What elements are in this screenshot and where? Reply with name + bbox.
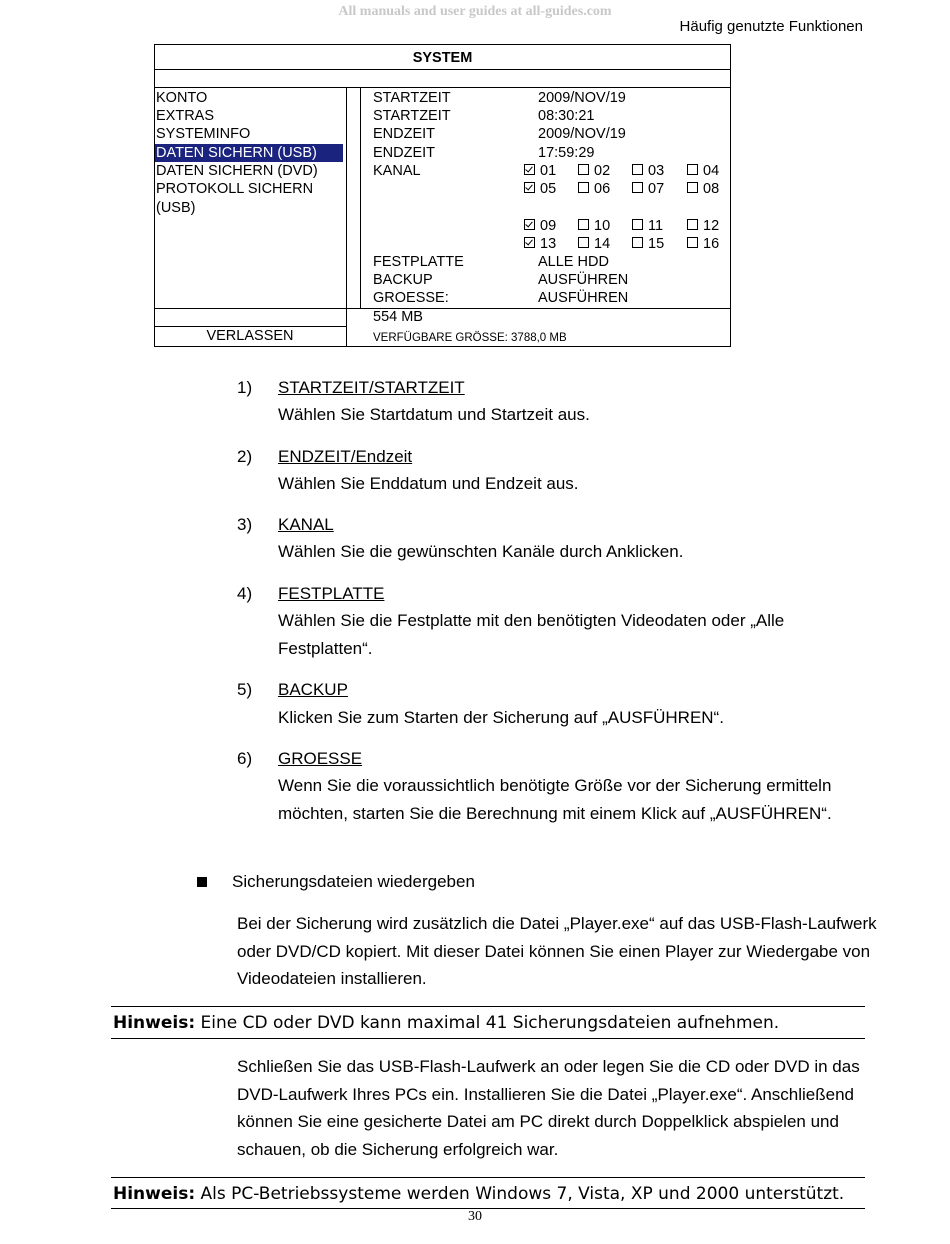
section-heading: Sicherungsdateien wiedergeben: [232, 872, 475, 891]
menu-title: SYSTEM: [412, 50, 473, 66]
channel-checkbox[interactable]: [578, 162, 610, 180]
step-text: Wählen Sie die Festplatte mit den benötigten Videodaten oder „Alle Festplatten“.: [278, 611, 785, 658]
checked-box-icon: [524, 237, 535, 248]
step-number: 4): [237, 584, 253, 603]
unchecked-box-icon: [687, 164, 698, 175]
unchecked-box-icon: [687, 237, 698, 248]
unchecked-box-icon: [632, 237, 643, 248]
bullet-square-icon: [197, 877, 207, 887]
end-date-label: ENDZEIT: [373, 126, 436, 142]
unchecked-box-icon: [632, 164, 643, 175]
hdd-label: FESTPLATTE: [373, 254, 464, 270]
channel-checkbox[interactable]: [687, 217, 719, 235]
channel-label: 01: [540, 163, 557, 179]
step-text: Wählen Sie die gewünschten Kanäle durch Anklicken.: [278, 542, 684, 561]
step-text: Wenn Sie die voraussichtlich benötigte Größe vor der Sicherung ermitteln möchten, starten Sie die Berechnung mit einem Klick auf „AUSFÜHREN“.: [278, 776, 832, 823]
channel-label: 03: [648, 163, 665, 179]
step-heading: STARTZEIT/STARTZEIT: [278, 378, 465, 397]
channel-checkbox[interactable]: [632, 217, 663, 235]
channel-label: 02: [594, 163, 611, 179]
step-text: Wählen Sie Startdatum und Startzeit aus.: [278, 405, 590, 424]
menu-item-konto[interactable]: KONTO: [156, 90, 208, 106]
channel-checkbox[interactable]: [524, 235, 556, 253]
backup-label: BACKUP: [373, 272, 433, 288]
channel-checkbox[interactable]: [524, 217, 556, 235]
channel-checkbox[interactable]: [632, 162, 664, 180]
channel-checkbox[interactable]: [632, 180, 664, 198]
system-menu: [154, 44, 731, 347]
note-label: Hinweis:: [113, 1184, 196, 1204]
page-number: 30: [468, 1209, 482, 1224]
available-size: VERFÜGBARE GRÖSSE: 3788,0 MB: [373, 332, 567, 344]
channel-label: 08: [703, 181, 720, 197]
channel-label: 16: [703, 236, 720, 252]
divider: [111, 1177, 865, 1178]
size-label: GROESSE:: [373, 290, 449, 306]
paragraph: Bei der Sicherung wird zusätzlich die Datei „Player.exe“ auf das USB-Flash-Laufwerk oder DVD/CD kopiert. Mit dieser Datei können Sie einen Player zur Wiedergabe von Videodateien installieren.: [237, 914, 877, 988]
channel-checkbox[interactable]: [524, 180, 556, 198]
channel-checkbox[interactable]: [578, 217, 610, 235]
unchecked-box-icon: [687, 219, 698, 230]
channel-label: 12: [703, 218, 720, 234]
channel-checkbox[interactable]: [687, 235, 719, 253]
unchecked-box-icon: [687, 182, 698, 193]
step-number: 3): [237, 515, 253, 534]
step-heading: BACKUP: [278, 680, 348, 699]
menu-item-log-backup[interactable]: PROTOKOLL SICHERN: [156, 181, 314, 197]
step-number: 1): [237, 378, 253, 397]
checked-box-icon: [524, 219, 535, 230]
channel-label: 09: [540, 218, 557, 234]
channel-label: 10: [594, 218, 611, 234]
channel-label: 11: [648, 218, 664, 234]
menu-item-extras[interactable]: EXTRAS: [156, 108, 215, 124]
step-heading: KANAL: [278, 515, 334, 534]
step-text: Klicken Sie zum Starten der Sicherung auf „AUSFÜHREN“.: [278, 708, 724, 727]
running-head: Häufig genutzte Funktionen: [679, 18, 863, 35]
note: [113, 1013, 779, 1033]
unchecked-box-icon: [578, 219, 589, 230]
size-result: 554 MB: [373, 309, 423, 325]
unchecked-box-icon: [578, 164, 589, 175]
note-text: Eine CD oder DVD kann maximal 41 Sicherungsdateien aufnehmen.: [200, 1013, 780, 1033]
note-label: Hinweis:: [113, 1013, 196, 1033]
exit-button[interactable]: VERLASSEN: [206, 328, 294, 344]
paragraph: Schließen Sie das USB-Flash-Laufwerk an oder legen Sie die CD oder DVD in das DVD-Laufwerk Ihres PCs ein. Installieren Sie die Datei „Player.exe“. Anschließend können Sie eine gesicherte Datei am PC direkt durch Doppelklick abspielen und schauen, ob die Sicherung erfolgreich war.: [237, 1057, 860, 1159]
divider: [111, 1006, 865, 1007]
step-heading: ENDZEIT/Endzeit: [278, 447, 413, 466]
channel-label: 07: [648, 181, 665, 197]
channel-label: 04: [703, 163, 720, 179]
note-text: Als PC-Betriebssysteme werden Windows 7, Vista, XP und 2000 unterstützt.: [200, 1184, 845, 1204]
channel-label: 15: [648, 236, 665, 252]
channel-checkbox[interactable]: [687, 162, 719, 180]
channel-checkbox[interactable]: [524, 162, 556, 180]
start-time-label: STARTZEIT: [373, 108, 451, 124]
divider: [111, 1038, 865, 1039]
channel-checkbox[interactable]: [687, 180, 719, 198]
start-date-value[interactable]: 2009/NOV/19: [538, 90, 626, 106]
size-execute-button[interactable]: AUSFÜHREN: [538, 290, 629, 306]
channel-label: 05: [540, 181, 557, 197]
channel-checkbox[interactable]: [632, 235, 664, 253]
channel-label: 14: [594, 236, 611, 252]
menu-item-backup-usb[interactable]: DATEN SICHERN (USB): [155, 144, 343, 162]
step-number: 2): [237, 447, 253, 466]
menu-item-backup-dvd[interactable]: DATEN SICHERN (DVD): [156, 163, 318, 179]
step-heading: FESTPLATTE: [278, 584, 385, 603]
hdd-value[interactable]: ALLE HDD: [538, 254, 609, 270]
start-date-label: STARTZEIT: [373, 90, 451, 106]
step-number: 6): [237, 749, 253, 768]
channel-label: 13: [540, 236, 557, 252]
unchecked-box-icon: [578, 237, 589, 248]
unchecked-box-icon: [632, 219, 643, 230]
step-number: 5): [237, 680, 253, 699]
channel-label: KANAL: [373, 163, 421, 179]
menu-item-log-backup-usb[interactable]: (USB): [156, 200, 196, 216]
end-time-value[interactable]: 17:59:29: [538, 145, 595, 161]
backup-execute-button[interactable]: AUSFÜHREN: [538, 272, 629, 288]
watermark: All manuals and user guides at all-guides.com: [338, 4, 612, 19]
step-text: Wählen Sie Enddatum und Endzeit aus.: [278, 474, 579, 493]
end-date-value[interactable]: 2009/NOV/19: [538, 126, 626, 142]
note: [113, 1184, 844, 1204]
channel-checkbox[interactable]: [578, 180, 610, 198]
channel-checkbox[interactable]: [578, 235, 610, 253]
checked-box-icon: [524, 182, 535, 193]
end-time-label: ENDZEIT: [373, 145, 436, 161]
step-heading: GROESSE: [278, 749, 363, 768]
checked-box-icon: [524, 164, 535, 175]
unchecked-box-icon: [578, 182, 589, 193]
menu-item-systeminfo[interactable]: SYSTEMINFO: [156, 126, 251, 142]
unchecked-box-icon: [632, 182, 643, 193]
start-time-value[interactable]: 08:30:21: [538, 108, 595, 124]
channel-label: 06: [594, 181, 611, 197]
